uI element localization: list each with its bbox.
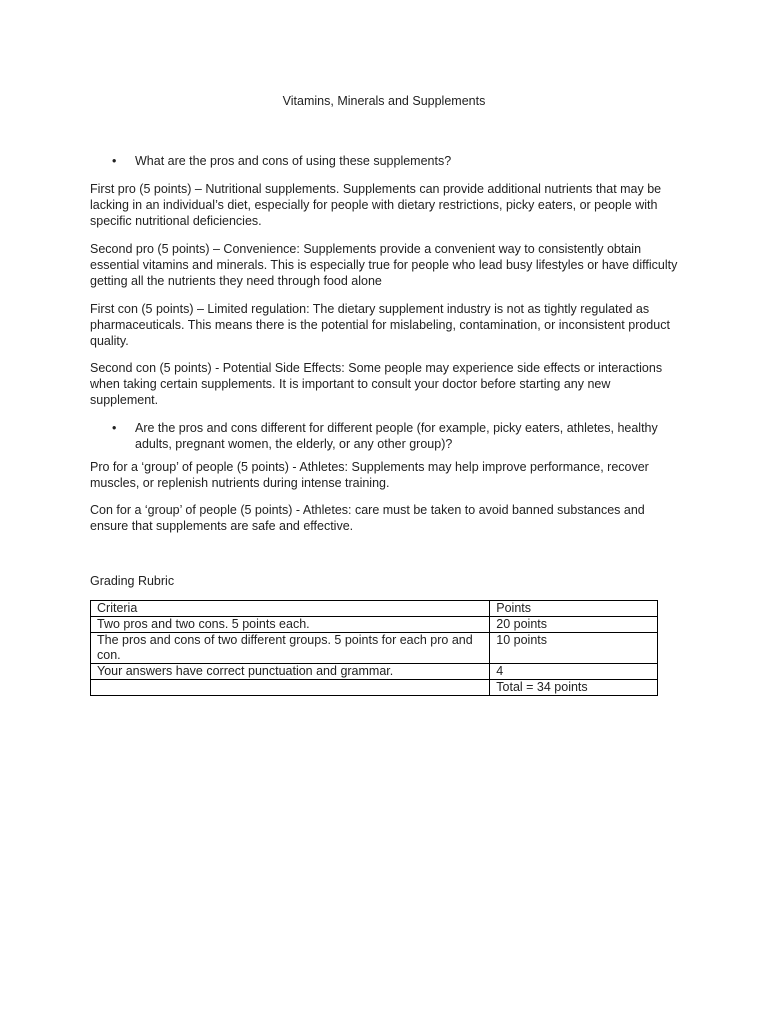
bullet-icon: • [112,154,117,168]
table-row [91,617,658,633]
table-cell: 4 [490,664,658,680]
table-cell: Two pros and two cons. 5 points each. [91,617,490,633]
table-header-cell: Criteria [91,601,490,617]
question-2-text: Are the pros and cons different for different people (for example, picky eaters, athletes, healthy adults, pregnant women, the elderly, or any other group)? [135,421,658,451]
document-title: Vitamins, Minerals and Supplements [282,94,486,108]
second-pro-paragraph: Second pro (5 points) – Convenience: Supplements provide a convenient way to consistently obtain essential vitamins and minerals. This is especially true for people who lead busy lifestyles or have difficulty getting all the nutrients they need through food alone [90,242,678,288]
first-pro-paragraph: First pro (5 points) – Nutritional supplements. Supplements can provide additional nutrients that may be lacking in an individual’s diet, especially for people with dietary restrictions, picky eaters, or people with specific nutritional deficiencies. [90,182,662,228]
table-header-row [91,601,658,617]
table-cell: Total = 34 points [490,680,658,696]
second-con-paragraph: Second con (5 points) - Potential Side Effects: Some people may experience side effects or interactions when taking certain supplements. It is important to consult your doctor before starting any new supplement. [90,361,663,407]
table-cell: 10 points [490,633,658,664]
grading-rubric-table [90,600,658,696]
table-cell: 20 points [490,617,658,633]
table-row [91,664,658,680]
rubric-heading: Grading Rubric [90,574,175,588]
table-cell: The pros and cons of two different groups. 5 points for each pro and con. [91,633,490,664]
bullet-icon: • [112,421,117,435]
group-pro-paragraph: Pro for a ‘group’ of people (5 points) - Athletes: Supplements may help improve performance, recover muscles, or replenish nutrients during intense training. [90,460,649,490]
table-cell: Your answers have correct punctuation and grammar. [91,664,490,680]
table-row [91,680,658,696]
first-con-paragraph: First con (5 points) – Limited regulation: The dietary supplement industry is not as tightly regulated as pharmaceuticals. This means there is the potential for mislabeling, contamination, or inconsistent product quality. [90,302,670,348]
question-1-text: What are the pros and cons of using these supplements? [135,154,452,168]
table-header-cell: Points [490,601,658,617]
table-row [91,633,658,664]
table-cell [91,680,490,696]
group-con-paragraph: Con for a ‘group’ of people (5 points) - Athletes: care must be taken to avoid banned substances and ensure that supplements are safe and effective. [90,503,645,533]
